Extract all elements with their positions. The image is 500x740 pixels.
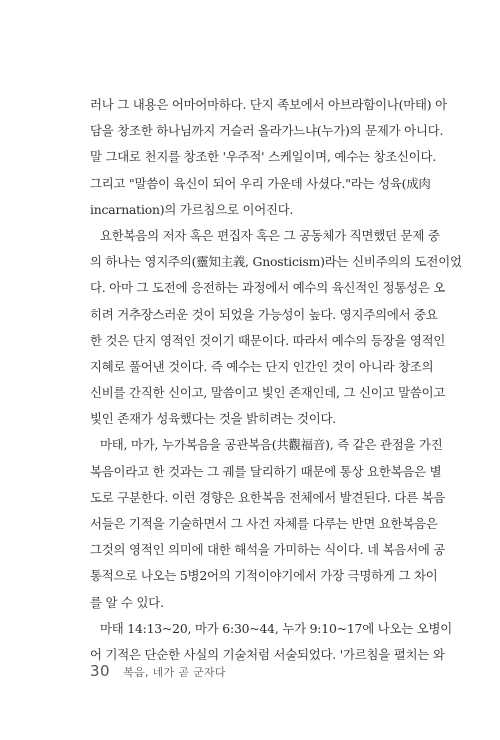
text-line: 복음이라고 한 것과는 그 궤를 달리하기 때문에 통상 요한복음은 별 — [90, 463, 442, 479]
text-line: 마태 14:13~20, 마가 6:30~44, 누가 9:10~17에 나오는 오병이 — [100, 620, 453, 636]
text-line: 러나 그 내용은 어마어마하다. 단지 족보에서 아브라함이나(마태) 아 — [90, 97, 447, 112]
text-line: 한 것은 단지 영적인 것이기 때문이다. 따라서 예수의 등장을 영적인 — [90, 332, 446, 348]
text-line: 의 하나는 영지주의(靈知主義, Gnosticism)라는 신비주의의 도전이었 — [90, 254, 462, 270]
text-line: 신비를 간직한 신이고, 말씀이고 빛인 존재인데, 그 신이고 말씀이고 — [90, 385, 446, 401]
text-line: 그리고 "말씀이 육신이 되어 우리 가운데 사셨다."라는 성육(成肉 — [90, 175, 431, 191]
text-line: 지혜로 풀어낸 것이다. 즉 예수는 단지 인간인 것이 아니라 창조의 — [90, 358, 434, 374]
body-text — [90, 92, 462, 668]
running-title: 복음, 네가 곧 군자다 — [123, 666, 226, 679]
text-line: 를 알 수 있다. — [90, 594, 164, 610]
text-line: 마태, 마가, 누가복음을 공관복음(共觀福音), 즉 같은 관점을 가진 — [100, 437, 443, 453]
text-line: 담을 창조한 하나님까지 거슬러 올라가느냐(누가)의 문제가 아니다. — [90, 123, 444, 139]
text-line: 빛인 존재가 성육했다는 것을 밝히려는 것이다. — [90, 411, 337, 427]
text-line: 어 기적은 단순한 사실의 기술처럼 서술되었다. '가르침을 펼치는 와 — [90, 646, 445, 662]
text-line: 그것의 영적인 의미에 대한 해석을 가미하는 식이다. 네 복음서에 공 — [90, 542, 446, 558]
page-number: 30 — [90, 662, 111, 680]
text-line: 서들은 기적을 기술하면서 그 사건 자체를 다루는 반면 요한복음은 — [90, 516, 438, 531]
text-line: 통적으로 나오는 5병2어의 기적이야기에서 가장 극명하게 그 차이 — [90, 568, 438, 584]
text-line: incarnation)의 가르침으로 이어진다. — [90, 201, 294, 217]
text-line: 히려 거추장스러운 것이 되었을 가능성이 높다. 영지주의에서 중요 — [90, 306, 438, 322]
text-line: 말 그대로 천지를 창조한 '우주적' 스케일이며, 예수는 창조신이다. — [90, 149, 437, 165]
text-line: 도로 구분한다. 이런 경향은 요한복음 전체에서 발견된다. 다른 복음 — [90, 489, 446, 505]
page-footer — [90, 661, 226, 680]
text-line: 요한복음의 저자 혹은 편집자 혹은 그 공동체가 직면했던 문제 중 — [100, 227, 440, 243]
text-line: 다. 아마 그 도전에 응전하는 과정에서 예수의 육신적인 정통성은 오 — [90, 280, 446, 296]
